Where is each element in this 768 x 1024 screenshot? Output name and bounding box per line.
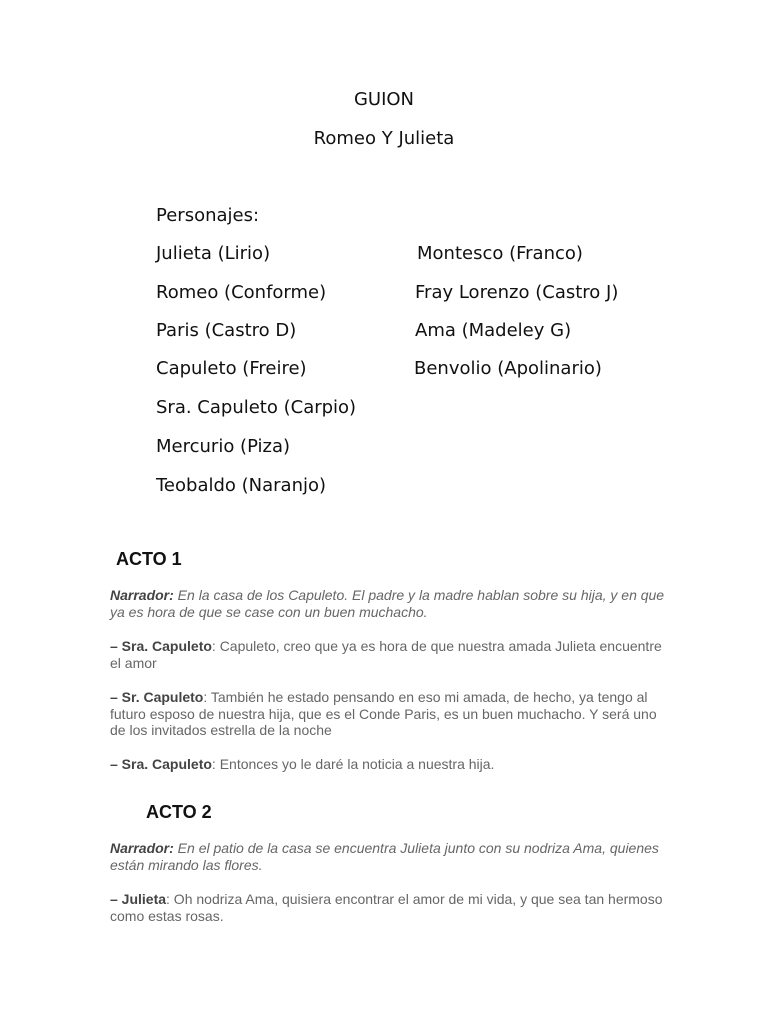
speaker-label: – Sr. Capuleto — [110, 689, 204, 705]
act-2-line-narrador — [110, 840, 670, 873]
line-text: En el patio de la casa se encuentra Julieta junto con su nodriza Ama, quienes están mirando las flores. — [110, 840, 659, 873]
act-1-heading: ACTO 1 — [116, 549, 182, 569]
speaker-label: – Sra. Capuleto — [110, 638, 212, 654]
cast-item-paris: Paris (Castro D) — [156, 320, 297, 341]
line-text: : También he estado pensando en eso mi amada, de hecho, ya tengo al futuro esposo de nuestra hija, que es el Conde Paris, es un buen muchacho. Y será uno de los invitados estrella de la noche — [110, 689, 657, 738]
document-title: GUION — [353, 89, 415, 110]
act-1-line-narrador — [110, 587, 670, 620]
line-text: : Oh nodriza Ama, quisiera encontrar el amor de mi vida, y que sea tan hermoso como estas rosas. — [110, 891, 663, 924]
speaker-label: Narrador: — [110, 587, 174, 603]
cast-label: Personajes: — [156, 205, 260, 226]
document-subtitle: Romeo Y Julieta — [313, 128, 455, 149]
cast-item-fray-lorenzo: Fray Lorenzo (Castro J) — [415, 282, 619, 303]
speaker-label: – Sra. Capuleto — [110, 756, 212, 772]
cast-item-julieta: Julieta (Lirio) — [156, 243, 271, 264]
cast-item-benvolio: Benvolio (Apolinario) — [414, 358, 602, 379]
act-2-line-julieta — [110, 891, 670, 924]
speaker-label: Narrador: — [110, 840, 174, 856]
line-text: : Entonces yo le daré la noticia a nuestra hija. — [211, 756, 495, 772]
cast-item-romeo: Romeo (Conforme) — [156, 282, 327, 303]
cast-item-ama: Ama (Madeley G) — [415, 320, 572, 341]
line-text: En la casa de los Capuleto. El padre y la madre hablan sobre su hija, y en que ya es hora de que se case con un buen muchacho. — [110, 587, 665, 620]
cast-item-mercurio: Mercurio (Piza) — [156, 436, 291, 457]
act-1-line-sra-capuleto-2 — [110, 756, 670, 773]
cast-item-montesco: Montesco (Franco) — [417, 243, 583, 264]
act-2-heading: ACTO 2 — [146, 802, 212, 822]
act-1-line-sr-capuleto — [110, 689, 670, 739]
cast-item-teobaldo: Teobaldo (Naranjo) — [156, 475, 327, 496]
cast-item-capuleto: Capuleto (Freire) — [156, 358, 307, 379]
line-text: : Capuleto, creo que ya es hora de que nuestra amada Julieta encuentre el amor — [110, 638, 662, 671]
act-1-line-sra-capuleto — [110, 638, 670, 671]
cast-item-sra-capuleto: Sra. Capuleto (Carpio) — [156, 397, 357, 418]
speaker-label: – Julieta — [110, 891, 167, 907]
